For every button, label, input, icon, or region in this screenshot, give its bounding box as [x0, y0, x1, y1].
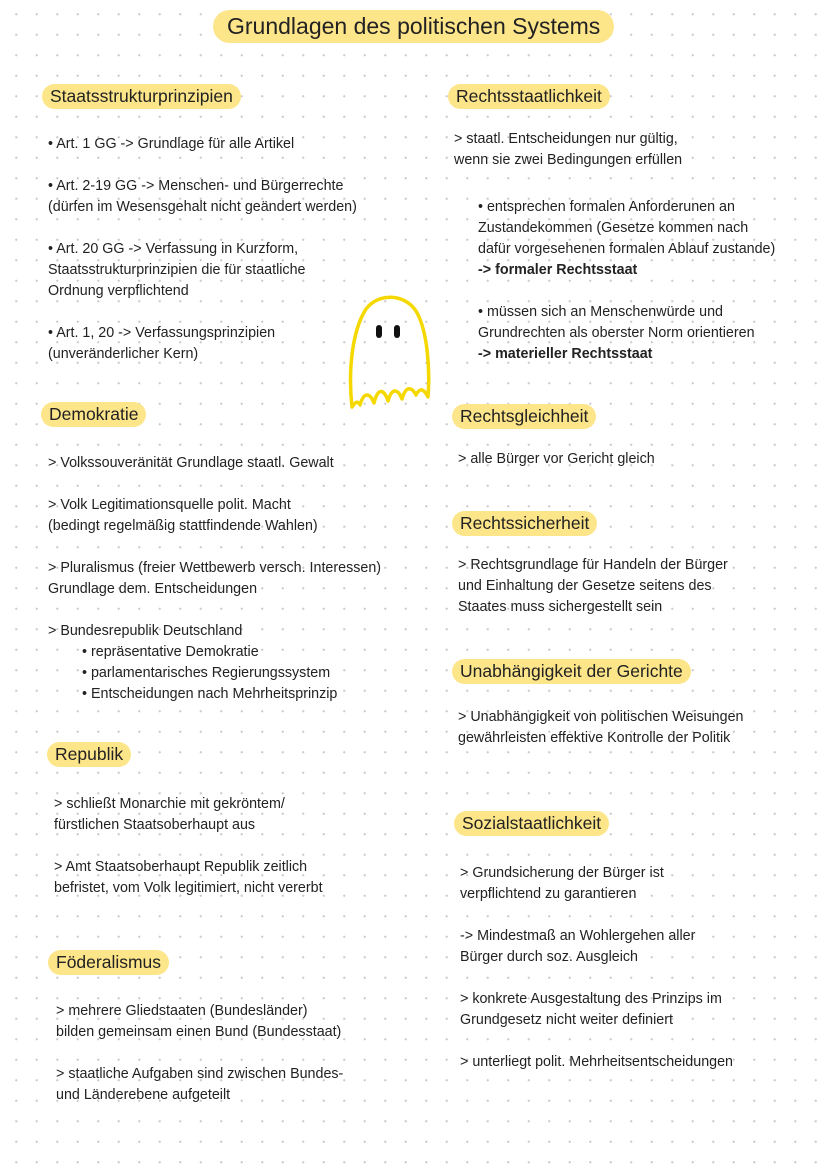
- text-line: Grundrechten als oberster Norm orientieren: [478, 325, 755, 341]
- formal-rechtsstaat-label: -> formaler Rechtsstaat: [478, 262, 638, 278]
- text-line: > Volk Legitimationsquelle polit. Macht: [48, 497, 291, 513]
- section-rechtsstaatlichkeit-intro: [454, 129, 682, 171]
- text-line: > alle Bürger vor Gericht gleich: [458, 451, 655, 467]
- text-line: fürstlichen Staatsoberhaupt aus: [54, 817, 256, 833]
- text-line: und Länderebene aufgeteilt: [56, 1087, 231, 1103]
- text-line: dafür vorgesehenen formalen Ablauf zustande): [478, 241, 776, 257]
- text-line: Staatsstrukturprinzipien die für staatliche: [48, 262, 306, 278]
- text-line: Grundgesetz nicht weiter definiert: [460, 1012, 673, 1028]
- ghost-doodle-icon: [344, 291, 434, 415]
- text-line: > Bundesrepublik Deutschland: [48, 623, 243, 639]
- text-line: Zustandekommen (Gesetze kommen nach: [478, 220, 749, 236]
- text-line: > Grundsicherung der Bürger ist: [460, 865, 664, 881]
- heading-rechtssicherheit: Rechtssicherheit: [452, 511, 597, 536]
- text-line: > Rechtsgrundlage für Handeln der Bürger: [458, 557, 728, 573]
- text-line: > staatliche Aufgaben sind zwischen Bundes-: [56, 1066, 344, 1082]
- list-item: • parlamentarisches Regierungssystem: [82, 665, 331, 681]
- text-line: > unterliegt polit. Mehrheitsentscheidungen: [460, 1054, 734, 1070]
- text-line: verpflichtend zu garantieren: [460, 886, 637, 902]
- heading-demokratie: Demokratie: [41, 402, 146, 427]
- page-title: Grundlagen des politischen Systems: [213, 10, 614, 43]
- heading-sozialstaatlichkeit: Sozialstaatlichkeit: [454, 811, 609, 836]
- list-item: • repräsentative Demokratie: [82, 644, 259, 660]
- text-line: • Art. 1, 20 -> Verfassungsprinzipien: [48, 325, 276, 341]
- text-line: > mehrere Gliedstaaten (Bundesländer): [56, 1003, 308, 1019]
- text-line: -> Mindestmaß an Wohlergehen aller: [460, 928, 696, 944]
- text-line: (unveränderlicher Kern): [48, 346, 199, 362]
- heading-unabhaengigkeit-der-gerichte: Unabhängigkeit der Gerichte: [452, 659, 691, 684]
- heading-rechtsgleichheit: Rechtsgleichheit: [452, 404, 596, 429]
- text-line: Bürger durch soz. Ausgleich: [460, 949, 639, 965]
- section-unabhaengigkeit: [458, 707, 743, 749]
- text-line: • Art. 2-19 GG -> Menschen- und Bürgerrechte: [48, 178, 344, 194]
- section-rechtssicherheit: [458, 555, 728, 618]
- text-line: • müssen sich an Menschenwürde und: [478, 304, 724, 320]
- text-line: • Art. 20 GG -> Verfassung in Kurzform,: [48, 241, 299, 257]
- text-line: > Amt Staatsoberhaupt Republik zeitlich: [54, 859, 308, 875]
- text-line: (bedingt regelmäßig stattfindende Wahlen): [48, 518, 318, 534]
- text-line: Staates muss sichergestellt sein: [458, 599, 663, 615]
- text-line: > staatl. Entscheidungen nur gültig,: [454, 131, 678, 147]
- text-line: Ordnung verpflichtend: [48, 283, 189, 299]
- text-line: (dürfen im Wesensgehalt nicht geändert werden): [48, 199, 357, 215]
- text-line: > konkrete Ausgestaltung des Prinzips im: [460, 991, 722, 1007]
- section-sozialstaatlichkeit: [460, 863, 733, 1073]
- text-line: gewährleisten effektive Kontrolle der Politik: [458, 730, 731, 746]
- heading-rechtsstaatlichkeit: Rechtsstaatlichkeit: [448, 84, 610, 109]
- text-line: • Art. 1 GG -> Grundlage für alle Artikel: [48, 136, 295, 152]
- section-demokratie: [48, 453, 381, 705]
- text-line: wenn sie zwei Bedingungen erfüllen: [454, 152, 683, 168]
- section-rechtsstaatlichkeit-formal: [478, 197, 775, 365]
- text-line: Grundlage dem. Entscheidungen: [48, 581, 258, 597]
- materieller-rechtsstaat-label: -> materieller Rechtsstaat: [478, 346, 653, 362]
- section-foederalismus: [56, 1001, 343, 1106]
- heading-republik: Republik: [47, 742, 131, 767]
- text-line: > schließt Monarchie mit gekröntem/: [54, 796, 285, 812]
- text-line: bilden gemeinsam einen Bund (Bundesstaat): [56, 1024, 342, 1040]
- text-line: > Volkssouveränität Grundlage staatl. Gewalt: [48, 455, 334, 471]
- text-line: und Einhaltung der Gesetze seitens des: [458, 578, 712, 594]
- heading-foederalismus: Föderalismus: [48, 950, 169, 975]
- section-republik: [54, 794, 323, 899]
- list-item: • Entscheidungen nach Mehrheitsprinzip: [82, 686, 338, 702]
- section-staatsstrukturprinzipien: [48, 134, 357, 365]
- text-line: > Pluralismus (freier Wettbewerb versch. Interessen): [48, 560, 382, 576]
- text-line: > Unabhängigkeit von politischen Weisungen: [458, 709, 744, 725]
- section-rechtsgleichheit: [458, 449, 655, 470]
- text-line: • entsprechen formalen Anforderunen an: [478, 199, 735, 215]
- text-line: befristet, vom Volk legitimiert, nicht vererbt: [54, 880, 323, 896]
- heading-staatsstrukturprinzipien: Staatsstrukturprinzipien: [42, 84, 241, 109]
